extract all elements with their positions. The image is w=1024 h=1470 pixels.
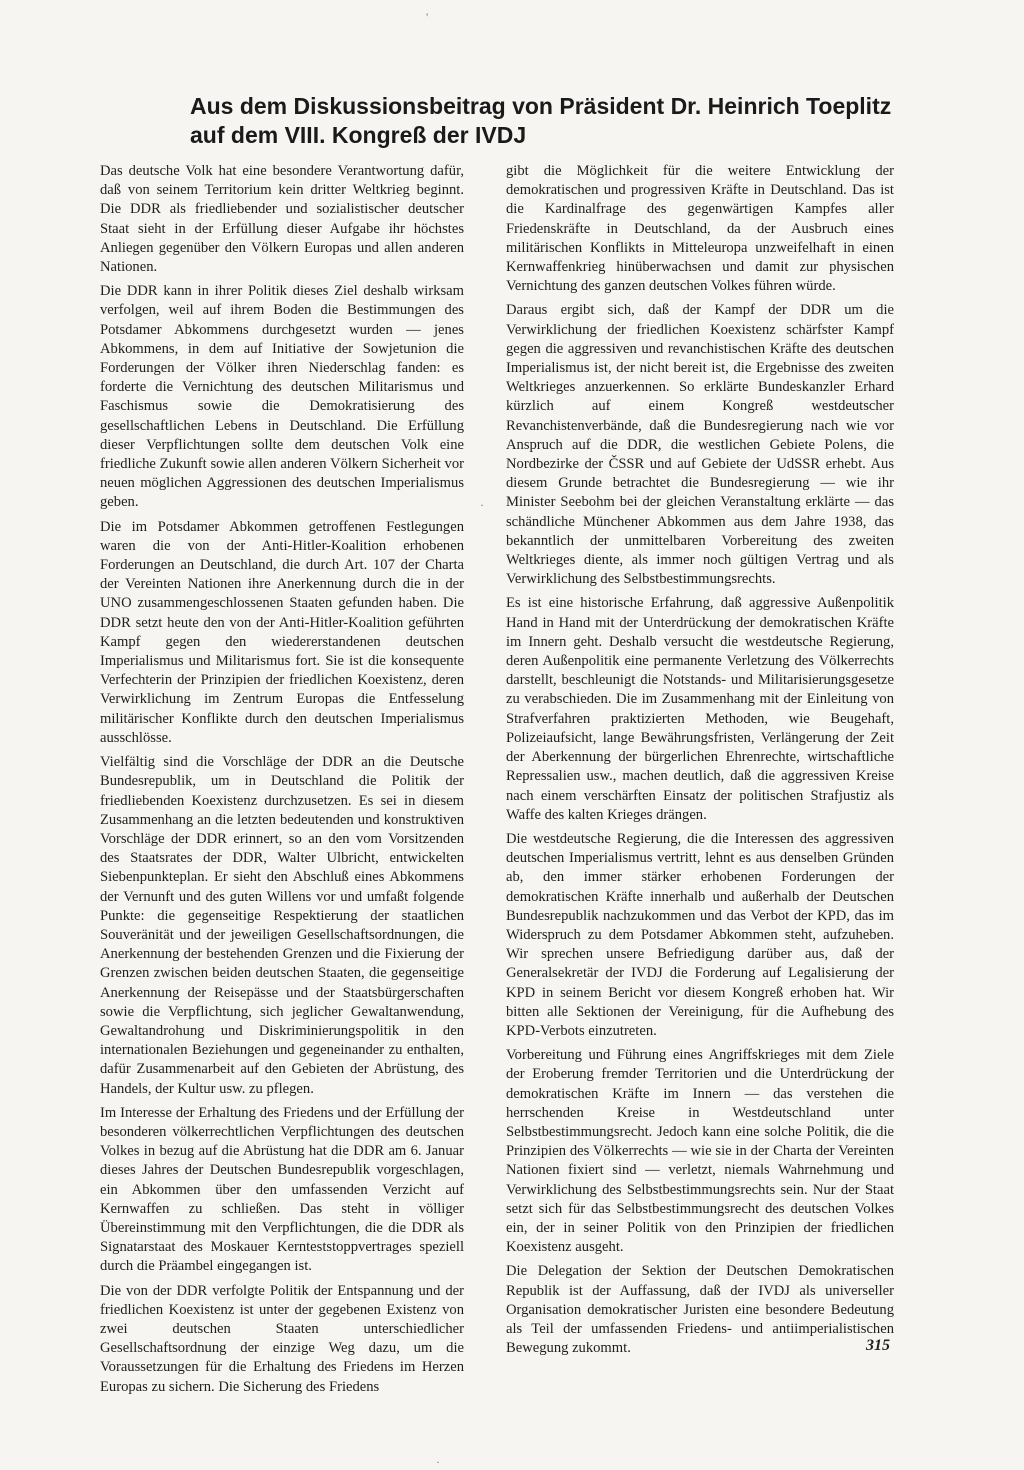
page-number: 315 — [866, 1337, 890, 1354]
article-title — [190, 92, 930, 150]
paragraph: Die von der DDR verfolgte Politik der Entspannung und der friedlichen Koexistenz ist unter der gegebenen Existenz von zwei deutschen Staaten unterschiedlicher Gesellschaftsordnung der einzige Weg dazu, um die Voraussetzungen für die Erhaltung des Friedens im Herzen Europas zu sichern. Die Sicherung des Friedens — [100, 1282, 464, 1395]
left-column — [100, 162, 464, 1402]
scan-speck: · — [480, 498, 484, 512]
article-title-line-2: auf dem VIII. Kongreß der IVDJ — [190, 122, 527, 148]
right-column — [506, 162, 894, 1363]
paragraph: Die Delegation der Sektion der Deutschen Demokratischen Republik ist der Auffassung, daß der IVDJ als universeller Organisation demokratischer Juristen eine besondere Bedeutung als Teil der umfassenden Friedens- und antiimperialistischen Bewegung zukommt. — [506, 1263, 894, 1357]
paragraph: Daraus ergibt sich, daß der Kampf der DDR um die Verwirklichung der friedlichen Koexistenz schärfster Kampf gegen die aggressiven und revanchistischen Kräfte des deutschen Imperialismus ist, der nicht bereit ist, die Ergebnisse des zweiten Weltkrieges anzuerkennen. So erklärte Bundeskanzler Erhard kürzlich auf einem Kongreß westdeutscher Revanchistenverbände, daß die Bundesregierung nach wie vor Anspruch auf die DDR, die westlichen Gebiete Polens, die Nordbezirke der ČSSR und auf Gebiete der UdSSR erhebt. Aus diesem Grunde betrachtet die Bundesregierung — wie ihr Minister Seebohm bei der gleichen Veranstaltung erklärte — das schändliche Münchener Abkommen aus dem Jahre 1938, das bekanntlich der unmittelbaren Vorbereitung des zweiten Weltkrieges diente, als immer noch gültigen Vertrag und als Verwirklichung des Selbstbestimmungsrechts. — [506, 302, 894, 588]
article-title-line-1: Aus dem Diskussionsbeitrag von Präsident Dr. Heinrich Toeplitz — [190, 93, 892, 119]
scan-speck: ' — [426, 10, 429, 24]
scan-speck: · — [436, 1455, 440, 1469]
paragraph: Die im Potsdamer Abkommen getroffenen Festlegungen waren die von der Anti-Hitler-Koalition erhobenen Forderungen an Deutschland, die durch Art. 107 der Charta der Vereinten Nationen ihre Anerkennung durch die in der UNO zusammengeschlossenen Staaten gefunden haben. Die DDR setzt heute den von der Anti-Hitler-Koalition geführten Kampf gegen den wiedererstandenen deutschen Imperialismus und Militarismus fort. Sie ist die konsequente Verfechterin der Prinzipien der friedlichen Koexistenz, deren Verwirklichung im Zentrum Europas die Entfesselung militärischer Konflikte durch den deutschen Imperialismus ausschlösse. — [100, 518, 464, 746]
paragraph: Das deutsche Volk hat eine besondere Verantwortung dafür, daß von seinem Territorium kein dritter Weltkrieg beginnt. Die DDR als friedliebender und sozialistischer deutscher Staat sieht in der Erfüllung dieser Aufgabe ihr höchstes Anliegen gegenüber den Völkern Europas und allen anderen Nationen. — [100, 163, 464, 276]
paragraph: Die DDR kann in ihrer Politik dieses Ziel deshalb wirksam verfolgen, weil auf ihrem Boden die Bestimmungen des Potsdamer Abkommens durchgesetzt wurden — jenes Abkommens, in dem auf Initiative der Sowjetunion die Forderungen der Völker ihren Niederschlag fanden: es forderte die Vernichtung des deutschen Militarismus und Faschismus sowie die Demokratisierung des gesellschaftlichen Lebens in Deutschland. Die Erfüllung dieser Verpflichtungen sollte dem deutschen Volk eine friedliche Zukunft sowie allen anderen Völkern Sicherheit vor neuen möglichen Aggressionen des deutschen Imperialismus geben. — [100, 283, 464, 511]
paragraph: Im Interesse der Erhaltung des Friedens und der Erfüllung der besonderen völkerrechtlichen Verpflichtungen des deutschen Volkes in bezug auf die Abrüstung hat die DDR am 6. Januar dieses Jahres der Deutschen Bundesrepublik vorgeschlagen, ein Abkommen über den umfassenden Verzicht auf Kernwaffen zu schließen. Das steht in völliger Übereinstimmung mit den Verpflichtungen, die die DDR als Signatarstaat des Moskauer Kernteststoppvertrages speziell durch die Präambel eingegangen ist. — [100, 1104, 464, 1275]
paragraph: Vielfältig sind die Vorschläge der DDR an die Deutsche Bundesrepublik, um in Deutschland die Politik der friedliebenden Koexistenz durchzusetzen. Es sei in diesem Zusammenhang an die letzten bedeutenden und konstruktiven Vorschläge der DDR erinnert, so an den vom Vorsitzenden des Staatsrates der DDR, Walter Ulbricht, entwickelten Siebenpunkteplan. Er sieht den Abschluß eines Abkommens der Vernunft und des guten Willens vor und umfaßt folgende Punkte: die gegenseitige Respektierung der staatlichen Souveränität und der jeweiligen Gesellschaftsordnungen, die Anerkennung der bestehenden Grenzen und die Fixierung der Grenzen zwischen beiden deutschen Staaten, die gegenseitige Anerkennung der Reisepässe und der Staatsbürgerschaften sowie die Verpflichtung, sich jeglicher Gewaltanwendung, Gewaltandrohung und Diskriminierungspolitik in den internationalen Beziehungen und gegeneinander zu enthalten, dafür Zusammenarbeit auf den Gebieten der Abrüstung, des Handels, der Kultur usw. zu pflegen. — [100, 754, 464, 1097]
paragraph: Die westdeutsche Regierung, die die Interessen des aggressiven deutschen Imperialismus vertritt, lehnt es aus denselben Gründen ab, den immer stärker erhobenen Forderungen der demokratischen Kräfte innerhalb und außerhalb der Deutschen Bundesrepublik nachzukommen und das Verbot der KPD, das im Widerspruch zu dem Potsdamer Abkommen steht, aufzuheben. Wir sprechen unsere Befriedigung darüber aus, daß der Generalsekretär der IVDJ die Forderung auf Legalisierung der KPD in seinem Bericht vor diesem Kongreß erhoben hat. Wir bitten alle Sektionen der Vereinigung, für die Aufhebung des KPD-Verbots einzutreten. — [506, 830, 894, 1039]
paragraph: Vorbereitung und Führung eines Angriffskrieges mit dem Ziele der Eroberung fremder Territorien und die Unterdrückung der demokratischen Kräfte im Innern — das verstehen die herrschenden Kreise in Westdeutschland unter Selbstbestimmungsrecht. Jedoch kann eine solche Politik, die die Prinzipien des Völkerrechts — wie sie in der Charta der Vereinten Nationen fixiert sind — verletzt, niemals Wahrnehmung und Verwirklichung des Selbstbestimmungsrechts sein. Nur der Staat setzt sich für das Selbstbestimmungsrecht des deutschen Volkes ein, der in seiner Politik von den Prinzipien der friedlichen Koexistenz ausgeht. — [506, 1047, 894, 1256]
paragraph: Es ist eine historische Erfahrung, daß aggressive Außenpolitik Hand in Hand mit der Unterdrückung der demokratischen Kräfte im Innern geht. Deshalb versucht die westdeutsche Regierung, deren Außenpolitik eine permanente Verletzung des Völkerrechts darstellt, beschleunigt die Notstands- und Militarisierungsgesetze zu verabschieden. Die im Zusammenhang mit der Einleitung von Strafverfahren praktizierten Methoden, wie Beugehaft, Polizeiaufsicht, lange Bewährungsfristen, Verlängerung der Zeit der Aberkennung der bürgerlichen Ehrenrechte, wirtschaftliche Repressalien usw., machen deutlich, daß die aggressiven Kreise nach einem verschärften Einsatz der politischen Strafjustiz als Waffe des kalten Krieges drängen. — [506, 595, 894, 823]
paragraph: gibt die Möglichkeit für die weitere Entwicklung der demokratischen und progressiven Kräfte in Deutschland. Das ist die Kardinalfrage des gegenwärtigen Kampfes aller Friedenskräfte in Deutschland, da der Ausbruch eines militärischen Konflikts in Mitteleuropa unzweifelhaft in einen Kernwaffenkrieg hinüberwachsen und damit zur physischen Vernichtung des ganzen deutschen Volkes führen würde. — [506, 163, 894, 295]
